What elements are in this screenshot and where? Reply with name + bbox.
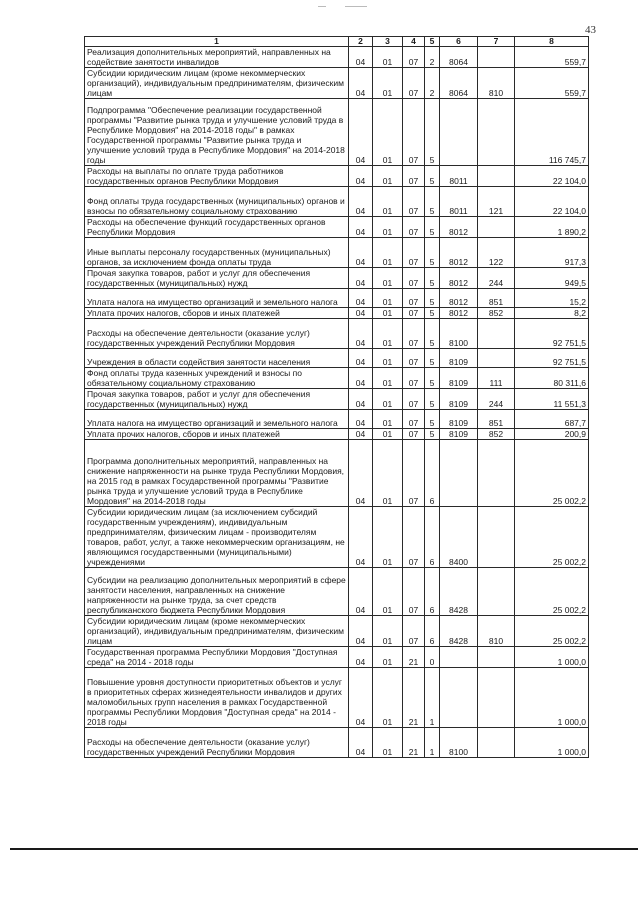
code-cell: 8012 <box>440 238 478 268</box>
row-name-cell: Расходы на обеспечение функций государственных органов Республики Мордовия <box>85 217 349 238</box>
table-row <box>85 47 589 68</box>
row-name-cell: Субсидии юридическим лицам (за исключением субсидий государственным учреждениям), индивидуальным предпринимателям, физическим лицам - производителям товаров, работ, услуг, а также некоммерческим организациям, не являющимся государственными (муниципальными) учреждениями <box>85 507 349 568</box>
code-cell: 6 <box>425 568 440 616</box>
code-cell: 04 <box>349 187 373 217</box>
code-cell: 01 <box>373 268 403 289</box>
amount-cell: 200,9 <box>515 429 589 440</box>
bottom-rule <box>10 848 638 850</box>
code-cell: 04 <box>349 47 373 68</box>
row-name-cell: Иные выплаты персоналу государственных (муниципальных) органов, за исключением фонда оплаты труда <box>85 238 349 268</box>
code-cell: 01 <box>373 238 403 268</box>
code-cell: 5 <box>425 389 440 410</box>
header-cell: 1 <box>85 37 349 47</box>
table-row <box>85 68 589 99</box>
code-cell: 01 <box>373 410 403 429</box>
amount-cell: 25 002,2 <box>515 440 589 507</box>
row-name-cell: Уплата налога на имущество организаций и земельного налога <box>85 289 349 308</box>
table-row <box>85 319 589 349</box>
header-cell: 6 <box>440 37 478 47</box>
code-cell: 8109 <box>440 429 478 440</box>
amount-cell: 92 751,5 <box>515 349 589 368</box>
amount-cell: 1 890,2 <box>515 217 589 238</box>
code-cell: 5 <box>425 308 440 319</box>
code-cell: 01 <box>373 440 403 507</box>
code-cell: 5 <box>425 429 440 440</box>
code-cell: 1 <box>425 728 440 758</box>
code-cell: 04 <box>349 319 373 349</box>
code-cell: 5 <box>425 166 440 187</box>
code-cell: 810 <box>478 68 515 99</box>
code-cell: 111 <box>478 368 515 389</box>
code-cell: 04 <box>349 410 373 429</box>
table-row <box>85 308 589 319</box>
code-cell: 01 <box>373 568 403 616</box>
row-name-cell: Государственная программа Республики Мордовия "Доступная среда" на 2014 - 2018 годы <box>85 647 349 668</box>
code-cell <box>478 166 515 187</box>
top-scan-mark <box>318 6 326 7</box>
code-cell: 07 <box>403 368 425 389</box>
row-name-cell: Уплата прочих налогов, сборов и иных платежей <box>85 429 349 440</box>
row-name-cell: Расходы на обеспечение деятельности (оказание услуг) государственных учреждений Республики Мордовия <box>85 319 349 349</box>
code-cell: 04 <box>349 668 373 728</box>
code-cell: 8109 <box>440 389 478 410</box>
header-cell: 8 <box>515 37 589 47</box>
table-row <box>85 166 589 187</box>
code-cell: 04 <box>349 308 373 319</box>
code-cell: 01 <box>373 349 403 368</box>
code-cell: 5 <box>425 217 440 238</box>
row-name-cell: Прочая закупка товаров, работ и услуг для обеспечения государственных (муниципальных) нужд <box>85 268 349 289</box>
amount-cell: 559,7 <box>515 68 589 99</box>
table-row <box>85 507 589 568</box>
code-cell: 8064 <box>440 47 478 68</box>
code-cell: 01 <box>373 728 403 758</box>
code-cell: 244 <box>478 268 515 289</box>
code-cell: 5 <box>425 349 440 368</box>
code-cell: 04 <box>349 289 373 308</box>
amount-cell: 22 104,0 <box>515 166 589 187</box>
code-cell: 5 <box>425 238 440 268</box>
amount-cell: 687,7 <box>515 410 589 429</box>
code-cell: 01 <box>373 166 403 187</box>
header-cell: 2 <box>349 37 373 47</box>
row-name-cell: Повышение уровня доступности приоритетных объектов и услуг в приоритетных сферах жизнедеятельности инвалидов и других маломобильных групп населения в рамках Государственной программы Республики Мордовия "Доступная среда" на 2014 - 2018 годы <box>85 668 349 728</box>
table-row <box>85 99 589 166</box>
code-cell: 04 <box>349 647 373 668</box>
code-cell: 04 <box>349 368 373 389</box>
code-cell: 01 <box>373 389 403 410</box>
code-cell: 6 <box>425 440 440 507</box>
row-name-cell: Уплата налога на имущество организаций и земельного налога <box>85 410 349 429</box>
code-cell: 6 <box>425 616 440 647</box>
code-cell: 8100 <box>440 319 478 349</box>
row-name-cell: Субсидии юридическим лицам (кроме некоммерческих организаций), индивидуальным предпринимателям, физическим лицам <box>85 68 349 99</box>
table-row <box>85 647 589 668</box>
code-cell: 6 <box>425 507 440 568</box>
row-name-cell: Расходы на выплаты по оплате труда работников государственных органов Республики Мордовия <box>85 166 349 187</box>
code-cell: 01 <box>373 647 403 668</box>
code-cell: 5 <box>425 187 440 217</box>
row-name-cell: Прочая закупка товаров, работ и услуг для обеспечения государственных (муниципальных) нужд <box>85 389 349 410</box>
code-cell: 01 <box>373 308 403 319</box>
code-cell: 07 <box>403 68 425 99</box>
code-cell: 07 <box>403 217 425 238</box>
code-cell: 07 <box>403 410 425 429</box>
table-row <box>85 217 589 238</box>
code-cell: 07 <box>403 349 425 368</box>
code-cell: 07 <box>403 99 425 166</box>
table-row <box>85 289 589 308</box>
code-cell: 07 <box>403 268 425 289</box>
amount-cell: 559,7 <box>515 47 589 68</box>
code-cell: 8064 <box>440 68 478 99</box>
code-cell: 07 <box>403 187 425 217</box>
table-row <box>85 668 589 728</box>
code-cell: 01 <box>373 68 403 99</box>
code-cell <box>478 440 515 507</box>
table-row <box>85 429 589 440</box>
code-cell: 01 <box>373 289 403 308</box>
code-cell: 8100 <box>440 728 478 758</box>
row-name-cell: Расходы на обеспечение деятельности (оказание услуг) государственных учреждений Республики Мордовия <box>85 728 349 758</box>
code-cell: 01 <box>373 616 403 647</box>
code-cell: 8011 <box>440 187 478 217</box>
code-cell <box>478 99 515 166</box>
code-cell: 8109 <box>440 368 478 389</box>
code-cell <box>440 668 478 728</box>
table-row <box>85 440 589 507</box>
budget-table <box>84 36 589 758</box>
code-cell: 8428 <box>440 616 478 647</box>
code-cell: 07 <box>403 507 425 568</box>
code-cell: 07 <box>403 166 425 187</box>
code-cell: 852 <box>478 429 515 440</box>
code-cell: 04 <box>349 389 373 410</box>
code-cell: 810 <box>478 616 515 647</box>
table-row <box>85 349 589 368</box>
code-cell: 21 <box>403 728 425 758</box>
code-cell: 04 <box>349 429 373 440</box>
table-row <box>85 389 589 410</box>
table-row <box>85 410 589 429</box>
table-row <box>85 616 589 647</box>
amount-cell: 949,5 <box>515 268 589 289</box>
code-cell: 5 <box>425 368 440 389</box>
code-cell: 21 <box>403 647 425 668</box>
code-cell: 2 <box>425 47 440 68</box>
code-cell: 8109 <box>440 410 478 429</box>
code-cell <box>478 568 515 616</box>
code-cell: 07 <box>403 47 425 68</box>
amount-cell: 8,2 <box>515 308 589 319</box>
amount-cell: 1 000,0 <box>515 728 589 758</box>
code-cell: 1 <box>425 668 440 728</box>
top-scan-mark <box>345 6 367 7</box>
amount-cell: 25 002,2 <box>515 616 589 647</box>
code-cell: 04 <box>349 507 373 568</box>
code-cell: 04 <box>349 268 373 289</box>
code-cell: 04 <box>349 349 373 368</box>
code-cell <box>440 647 478 668</box>
code-cell: 07 <box>403 319 425 349</box>
code-cell: 07 <box>403 616 425 647</box>
row-name-cell: Уплата прочих налогов, сборов и иных платежей <box>85 308 349 319</box>
code-cell: 07 <box>403 568 425 616</box>
amount-cell: 15,2 <box>515 289 589 308</box>
code-cell: 01 <box>373 668 403 728</box>
code-cell: 01 <box>373 99 403 166</box>
code-cell: 852 <box>478 308 515 319</box>
code-cell: 04 <box>349 238 373 268</box>
code-cell: 5 <box>425 99 440 166</box>
code-cell: 01 <box>373 217 403 238</box>
code-cell: 01 <box>373 429 403 440</box>
code-cell: 07 <box>403 389 425 410</box>
code-cell: 8012 <box>440 268 478 289</box>
code-cell: 04 <box>349 568 373 616</box>
row-name-cell: Программа дополнительных мероприятий, направленных на снижение напряженности на рынке труда Республики Мордовия, на 2015 год в рамках Государственной программы "Развитие рынка труда и улучшение условий труда в Республике Мордовия" на 2014-2018 годы <box>85 440 349 507</box>
code-cell <box>478 647 515 668</box>
code-cell <box>478 217 515 238</box>
table-header-row <box>85 37 589 47</box>
code-cell: 07 <box>403 289 425 308</box>
code-cell: 8012 <box>440 308 478 319</box>
code-cell: 122 <box>478 238 515 268</box>
code-cell: 121 <box>478 187 515 217</box>
code-cell: 0 <box>425 647 440 668</box>
amount-cell: 11 551,3 <box>515 389 589 410</box>
code-cell: 5 <box>425 268 440 289</box>
code-cell: 07 <box>403 429 425 440</box>
code-cell: 5 <box>425 410 440 429</box>
page-number: 43 <box>585 24 596 36</box>
code-cell: 8400 <box>440 507 478 568</box>
header-cell: 3 <box>373 37 403 47</box>
row-name-cell: Субсидии юридическим лицам (кроме некоммерческих организаций), индивидуальным предпринимателям, физическим лицам <box>85 616 349 647</box>
header-cell: 5 <box>425 37 440 47</box>
code-cell <box>478 668 515 728</box>
table-row <box>85 728 589 758</box>
amount-cell: 22 104,0 <box>515 187 589 217</box>
code-cell: 01 <box>373 319 403 349</box>
table-row <box>85 187 589 217</box>
amount-cell: 25 002,2 <box>515 568 589 616</box>
code-cell: 851 <box>478 410 515 429</box>
code-cell <box>440 99 478 166</box>
code-cell <box>478 319 515 349</box>
code-cell: 244 <box>478 389 515 410</box>
code-cell: 851 <box>478 289 515 308</box>
code-cell <box>440 440 478 507</box>
code-cell: 8012 <box>440 289 478 308</box>
header-cell: 4 <box>403 37 425 47</box>
code-cell: 8109 <box>440 349 478 368</box>
code-cell: 01 <box>373 507 403 568</box>
code-cell <box>478 47 515 68</box>
code-cell <box>478 349 515 368</box>
code-cell <box>478 728 515 758</box>
code-cell: 2 <box>425 68 440 99</box>
row-name-cell: Учреждения в области содействия занятости населения <box>85 349 349 368</box>
code-cell: 8428 <box>440 568 478 616</box>
amount-cell: 116 745,7 <box>515 99 589 166</box>
row-name-cell: Фонд оплаты труда казенных учреждений и взносы по обязательному социальному страхованию <box>85 368 349 389</box>
table-row <box>85 238 589 268</box>
amount-cell: 1 000,0 <box>515 668 589 728</box>
amount-cell: 80 311,6 <box>515 368 589 389</box>
code-cell: 8012 <box>440 217 478 238</box>
amount-cell: 917,3 <box>515 238 589 268</box>
code-cell: 01 <box>373 47 403 68</box>
code-cell <box>478 507 515 568</box>
amount-cell: 25 002,2 <box>515 507 589 568</box>
table-row <box>85 268 589 289</box>
code-cell: 04 <box>349 440 373 507</box>
code-cell: 07 <box>403 238 425 268</box>
code-cell: 07 <box>403 440 425 507</box>
code-cell: 07 <box>403 308 425 319</box>
code-cell: 04 <box>349 616 373 647</box>
table-row <box>85 368 589 389</box>
amount-cell: 1 000,0 <box>515 647 589 668</box>
row-name-cell: Субсидии на реализацию дополнительных мероприятий в сфере занятости населения, направленных на снижение напряженности на рынке труда, за счет средств республиканского бюджета Республики Мордовия <box>85 568 349 616</box>
row-name-cell: Подпрограмма "Обеспечение реализации государственной программы "Развитие рынка труда и улучшение условий труда в Республике Мордовия" на 2014-2018 годы" в рамках Государственной программы "Развитие рынка труда и улучшение условий труда в Республике Мордовия" на 2014-2018 годы <box>85 99 349 166</box>
code-cell: 04 <box>349 68 373 99</box>
header-cell: 7 <box>478 37 515 47</box>
code-cell: 01 <box>373 368 403 389</box>
code-cell: 04 <box>349 166 373 187</box>
amount-cell: 92 751,5 <box>515 319 589 349</box>
row-name-cell: Реализация дополнительных мероприятий, направленных на содействие занятости инвалидов <box>85 47 349 68</box>
code-cell: 04 <box>349 217 373 238</box>
code-cell: 21 <box>403 668 425 728</box>
code-cell: 04 <box>349 99 373 166</box>
code-cell: 5 <box>425 289 440 308</box>
code-cell: 8011 <box>440 166 478 187</box>
code-cell: 5 <box>425 319 440 349</box>
row-name-cell: Фонд оплаты труда государственных (муниципальных) органов и взносы по обязательному социальному страхованию <box>85 187 349 217</box>
table-row <box>85 568 589 616</box>
code-cell: 01 <box>373 187 403 217</box>
code-cell: 04 <box>349 728 373 758</box>
